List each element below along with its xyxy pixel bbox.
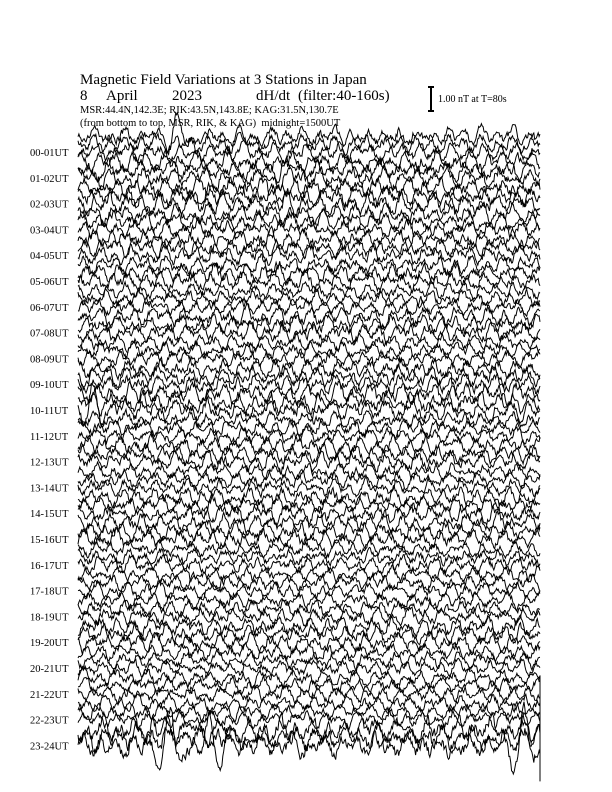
hour-label: 13-14UT — [30, 483, 69, 495]
hour-label: 21-22UT — [30, 689, 69, 701]
hour-label: 20-21UT — [30, 664, 69, 675]
hour-label: 11-12UT — [30, 431, 69, 443]
hour-label: 07-08UT — [30, 328, 69, 340]
trace-kag — [78, 713, 540, 747]
hour-label: 00-01UT — [30, 148, 69, 159]
quantity-label: dH/dt — [256, 88, 291, 104]
trace-msr — [78, 503, 540, 526]
trace-kag — [78, 282, 540, 299]
trace-msr — [78, 426, 540, 445]
station-order-note: (from bottom to top, MSR, RIK, & KAG) midnight=1500UT — [80, 118, 341, 129]
hour-label: 14-15UT — [30, 509, 69, 521]
hour-label: 04-05UT — [30, 251, 69, 263]
hour-label: 15-16UT — [30, 535, 69, 546]
hour-labels — [30, 148, 69, 752]
date-month: April — [106, 88, 138, 104]
hour-label: 17-18UT — [30, 586, 69, 598]
hour-label: 08-09UT — [30, 354, 69, 366]
trace-group — [78, 113, 540, 782]
hour-label: 23-24UT — [30, 741, 69, 753]
hour-label: 18-19UT — [30, 612, 69, 624]
hour-label: 01-02UT — [30, 173, 69, 185]
hour-label: 06-07UT — [30, 302, 69, 314]
trace-rik — [78, 572, 540, 591]
filter-label: (filter:40-160s) — [298, 88, 390, 104]
hour-label: 16-17UT — [30, 560, 69, 572]
date-year: 2023 — [172, 88, 202, 104]
trace-msr — [78, 296, 540, 316]
hour-label: 12-13UT — [30, 457, 69, 469]
hour-label: 03-04UT — [30, 225, 69, 237]
trace-kag — [78, 462, 540, 482]
trace-rik — [78, 156, 540, 183]
hour-label: 22-23UT — [30, 715, 69, 727]
hour-label: 05-06UT — [30, 277, 69, 288]
hour-label: 19-20UT — [30, 638, 69, 650]
date-day: 8 — [80, 88, 88, 104]
hour-label: 10-11UT — [30, 406, 69, 417]
trace-kag — [78, 591, 540, 611]
station-coordinates: MSR:44.4N,142.3E; RIK:43.5N,143.8E; KAG:31.5N,130.7E — [80, 105, 339, 116]
trace-msr — [78, 658, 540, 677]
chart-title: Magnetic Field Variations at 3 Stations in Japan — [80, 72, 367, 88]
hour-label: 09-10UT — [30, 380, 69, 392]
trace-rik — [78, 702, 540, 722]
hour-label: 02-03UT — [30, 199, 69, 211]
scale-label: 1.00 nT at T=80s — [438, 94, 507, 105]
trace-msr — [78, 581, 540, 600]
trace-msr — [78, 166, 540, 193]
